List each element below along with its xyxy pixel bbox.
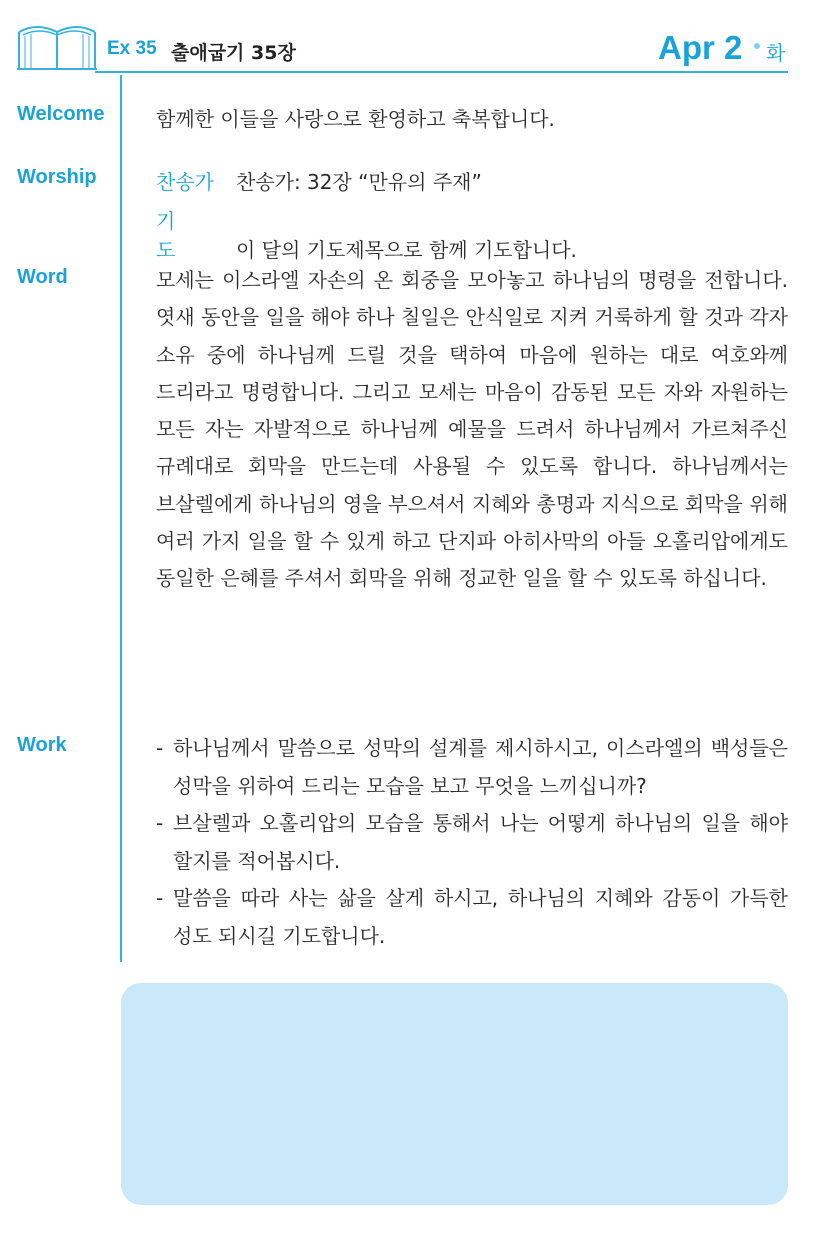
work-item: - 브살렐과 오홀리압의 모습을 통해서 나는 어떻게 하나님의 일을 해야 할지를 적어봅시다. — [156, 811, 788, 873]
work-item: - 하나님께서 말씀으로 성막의 설계를 제시하시고, 이스라엘의 백성들은 성막을 위하여 드리는 모습을 보고 무엇을 느끼십니까? — [156, 736, 788, 798]
chapter-title: 출애굽기 35장 — [171, 42, 296, 64]
header-rule — [95, 71, 788, 73]
open-book-icon — [17, 22, 97, 70]
prayer-row — [156, 205, 577, 263]
worship-label: Worship — [17, 166, 97, 188]
chapter-code: Ex 35 — [107, 38, 157, 59]
date-separator-dot — [754, 43, 760, 49]
page-header — [0, 0, 820, 75]
work-label: Work — [17, 734, 67, 756]
word-label: Word — [17, 266, 68, 288]
work-list — [156, 730, 788, 955]
note-writing-box[interactable] — [121, 983, 788, 1205]
prayer-key: 기도 — [156, 209, 198, 262]
prayer-text: 이 달의 기도제목으로 함께 기도합니다. — [236, 238, 577, 262]
hymn-text: 찬송가: 32장 “만유의 주재” — [236, 170, 482, 194]
date-label: Apr 2 — [658, 29, 743, 66]
hymn-key: 찬송가 — [156, 170, 214, 194]
welcome-text: 함께한 이들을 사랑으로 환영하고 축복합니다. — [156, 107, 555, 131]
word-body-text: 모세는 이스라엘 자손의 온 회중을 모아놓고 하나님의 명령을 전합니다. 엿새 동안을 일을 해야 하나 칠일은 안식일로 지켜 거룩하게 할 것과 각자 소유 중에 하나님께 드릴 것을 택하여 마음에 원하는 대로 여호와께 드리라고 명령합니다. 그리고 모세는 마음이 감동된 모든 자와 자원하는 모든 자는 자발적으로 하나님께 예물을 드려서 하나님께서 가르쳐주신 규례대로 회막을 만드는데 사용될 수 있도록 합니다. 하나님께서는 브살렐에게 하나님의 영을 부으셔서 지혜와 총명과 지식으로 회막을 위해 여러 가지 일을 할 수 있게 하고 단지파 아히사막의 아들 오홀리압에게도 동일한 은혜를 주셔서 회막을 위해 정교한 일을 할 수 있도록 하십니다. — [156, 268, 788, 591]
welcome-label: Welcome — [17, 103, 105, 125]
weekday-label: 화 — [766, 41, 786, 65]
work-item: - 말씀을 따라 사는 삶을 살게 하시고, 하나님의 지혜와 감동이 가득한 성도 되시길 기도합니다. — [156, 886, 788, 948]
hymn-row — [156, 166, 482, 195]
section-divider-line — [120, 75, 122, 962]
